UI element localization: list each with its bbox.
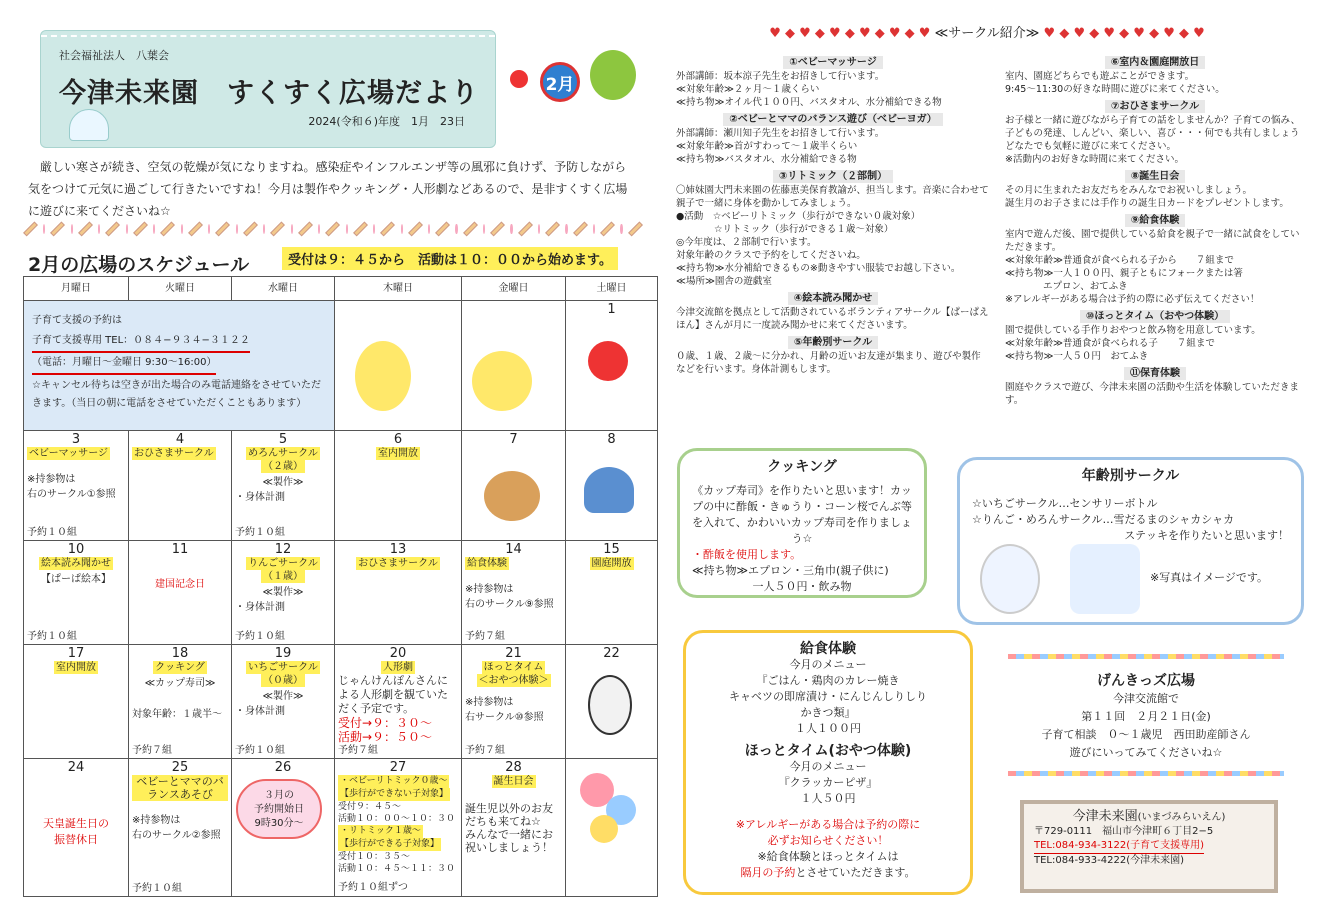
reservation-info bbox=[24, 301, 335, 431]
date-number: 8 bbox=[607, 432, 616, 447]
date-number: 20 bbox=[389, 646, 407, 661]
info-cancel: ☆キャンセル待ちは空きが出た場合のみ電話連絡をさせていただきます。（当日の朝に電話をさせていただくこともあります） bbox=[32, 380, 321, 409]
age-circle-box bbox=[957, 457, 1304, 625]
age-line: ☆りんご・めろんサークル…雪だるまのシャカシャカ bbox=[972, 513, 1235, 526]
hours-notice: 受付は９：４５から 活動は１０：００から始めます。 bbox=[282, 247, 618, 270]
plum-flower-icon bbox=[588, 341, 628, 381]
circle-text: 外部講師：坂本涼子先生をお招きして行います。 ≪対象年齢≫２ヶ月〜１歳くらい ≪持ち物≫オイル代１００円、バスタオル、水分補給できる物 bbox=[676, 71, 942, 108]
address-tel-support: TEL:084-934-3122(子育て支援専用) bbox=[1034, 839, 1204, 854]
weekday-header: 金曜日 bbox=[462, 277, 566, 301]
reservation-count: 予約１０組 bbox=[235, 745, 285, 756]
event-sub: （１歳） bbox=[263, 571, 303, 582]
heart-gift-icon bbox=[584, 467, 634, 513]
circle-text: 外部講師：瀬川知子先生をお招きして行います。 ≪対象年齢≫首がすわって〜１歳半くらい ≪持ち物≫バスタオル、水分補給できる物 bbox=[676, 128, 885, 165]
calendar-cell bbox=[129, 541, 232, 645]
meal-menu: キャベツの即席漬け・にんじんしりしり bbox=[729, 690, 927, 703]
chick-icon bbox=[472, 351, 532, 411]
date-number: 22 bbox=[603, 646, 620, 661]
date-number: 11 bbox=[171, 542, 189, 557]
calendar-cell bbox=[335, 645, 462, 759]
info-hours: （電話：月曜日〜金曜日 9:30〜16:00） bbox=[32, 353, 216, 375]
address-box bbox=[1020, 800, 1278, 893]
circle-heading: ⑧誕生日会 bbox=[1125, 170, 1185, 183]
reservation-start-cloud: ３月の 予約開始日 9時30分〜 bbox=[236, 779, 322, 839]
date-number: 18 bbox=[171, 646, 189, 661]
circle-heading: ③リトミック（２部制） bbox=[773, 170, 893, 183]
event-sub: 【歩行ができない子対象】 bbox=[340, 789, 449, 799]
circle-text: その月に生まれたお友だちをみんなでお祝いしましょう。 誕生月のお子さまには手作りの誕生日カードをプレゼントします。 bbox=[1005, 185, 1289, 209]
reservation-count: 予約１０組 bbox=[235, 631, 285, 642]
date-number: 19 bbox=[274, 646, 292, 661]
event-detail: ・身体計測 bbox=[235, 706, 285, 717]
event-time: 活動→９：５０〜 bbox=[338, 730, 433, 744]
snack-menu-label: 今月のメニュー bbox=[789, 760, 867, 773]
event-note: ※持参物は 右のサークル①参照 bbox=[27, 474, 116, 500]
date-number: 5 bbox=[278, 432, 288, 447]
event-note: ※持参物は 右のサークル⑨参照 bbox=[465, 584, 554, 610]
calendar-cell bbox=[232, 645, 335, 759]
event-note: ※持参物は 右のサークル②参照 bbox=[132, 815, 221, 841]
reservation-count: 予約１０組 bbox=[132, 883, 182, 894]
circle-heading: ⑥室内＆園庭開放日 bbox=[1105, 56, 1205, 69]
calendar-cell bbox=[24, 645, 129, 759]
event-label: クッキング bbox=[155, 662, 205, 673]
event-sub: ≪カップ寿司≫ bbox=[144, 678, 216, 689]
newsletter-title: 今津未来園 すくすく広場だより bbox=[59, 78, 479, 109]
calendar-cell bbox=[566, 431, 658, 541]
date-number: 28 bbox=[505, 760, 522, 775]
calendar-cell bbox=[566, 645, 658, 759]
event-label: いちごサークル bbox=[248, 662, 318, 673]
month-badge: 2月 bbox=[540, 62, 580, 102]
circle-heading: ⑤年齢別サークル bbox=[788, 336, 878, 349]
date-number: 4 bbox=[175, 432, 185, 447]
meal-experience-box bbox=[683, 630, 973, 895]
circle-text: ０歳、１歳、２歳〜に分かれ、月齢の近いお友達が集まり、遊びや製作などを行います。身体計測もします。 bbox=[676, 351, 981, 375]
heart-balloon-icon bbox=[590, 815, 618, 843]
org-name: 社会福祉法人 八葉会 bbox=[59, 49, 169, 62]
event-label: ほっとタイム bbox=[483, 662, 544, 673]
reservation-count: 予約７組 bbox=[132, 745, 172, 756]
event-label: 給食体験 bbox=[467, 558, 507, 569]
event-detail: ≪製作≫ bbox=[262, 477, 304, 488]
circle-heading: ⑩ほっとタイム（おやつ体験） bbox=[1080, 310, 1230, 323]
event-detail: 対象年齢：１歳半〜 bbox=[132, 709, 222, 720]
calendar-cell bbox=[129, 759, 232, 897]
booking-note: ※給食体験とほっとタイムは bbox=[757, 850, 899, 863]
calendar-cell bbox=[232, 541, 335, 645]
date-number: 25 bbox=[171, 760, 189, 775]
reservation-count: 予約１０組 bbox=[235, 527, 285, 538]
chick-oni-icon bbox=[355, 341, 411, 411]
date-number: 17 bbox=[67, 646, 85, 661]
calendar-cell bbox=[462, 541, 566, 645]
circle-list-right bbox=[1005, 52, 1305, 407]
circle-text: 〇姉妹園大門未来園の佐藤恵美保育教諭が、担当します。音楽に合わせて親子で一緒に身体を動かしてみましょう。 ●活動 ☆ベビーリトミック（歩行ができない０歳対象） ☆リトミック（歩行ができる１歳〜対象） ◎今年度は、２部制で行います。 対象年齢のクラスで予約をしてくださいね。 ≪持ち物≫水分補給できるもの※動きやすい服装でお越し下さい。 ≪場所≫園舎の遊戯室 bbox=[676, 185, 989, 287]
meal-price: １人１００円 bbox=[795, 722, 861, 735]
snake-mascot-icon bbox=[590, 50, 636, 100]
date-number: 10 bbox=[67, 542, 85, 557]
calendar-cell bbox=[129, 645, 232, 759]
event-detail: 誕生児以外のお友だちも来てね☆ みんなで一緒にお祝いしましょう！ bbox=[465, 802, 553, 854]
calendar-cell bbox=[335, 301, 462, 431]
calendar-cell bbox=[462, 301, 566, 431]
date-number: 3 bbox=[71, 432, 81, 447]
calendar-cell bbox=[462, 431, 566, 541]
calendar-cell bbox=[232, 431, 335, 541]
address-line: 〒729-0111 福山市今津町６丁目2−5 bbox=[1034, 826, 1214, 837]
event-label: ベビーマッサージ bbox=[29, 448, 108, 459]
event-time: 受付１０：３５〜 bbox=[338, 852, 411, 862]
address-tel-main: TEL:084-933-4222(今津未来園) bbox=[1034, 855, 1185, 866]
calendar-cell bbox=[335, 759, 462, 897]
date-number: 6 bbox=[393, 432, 403, 447]
weekday-header: 水曜日 bbox=[232, 277, 335, 301]
circle-section-title: ♥ ◆ ♥ ◆ ♥ ◆ ♥ ◆ ♥ ◆ ♥ ≪サークル紹介≫ ♥ ◆ ♥ ◆ ♥ ◆ ♥ ◆ ♥ ◆ ♥ bbox=[769, 26, 1205, 41]
snowman-icon bbox=[980, 544, 1040, 614]
date-number: 1 bbox=[607, 302, 616, 317]
plum-flower-icon bbox=[510, 70, 528, 88]
circle-heading: ④絵本読み聞かせ bbox=[788, 292, 878, 305]
circle-list-left bbox=[676, 52, 990, 376]
info-tel: 子育て支援専用 TEL：０８４−９３４−３１２２ bbox=[32, 331, 250, 353]
calendar-cell bbox=[462, 645, 566, 759]
event-sub: 【歩行ができる子対象】 bbox=[340, 839, 440, 849]
reservation-count: 予約７組 bbox=[338, 745, 378, 756]
circle-text: 室内、園庭どちらでも遊ぶことができます。 9:45〜11:30の好きな時間に遊びに来てください。 bbox=[1005, 71, 1225, 95]
genki-line: 今津交流館で bbox=[1113, 692, 1179, 705]
date-number: 24 bbox=[67, 760, 85, 775]
date-number: 12 bbox=[274, 542, 292, 557]
circle-text: 室内で遊んだ後、園で提供している給食を親子で一緒に試食をしていただきます。 ≪対象年齢≫普通食が食べられる子から ７組まで ≪持ち物≫一人１００円、親子ともにフォークまたは箸 エプロン、おてふき ※アレルギーがある場合は予約の際に必ず伝えてください！ bbox=[1005, 229, 1300, 305]
reservation-count: 予約７組 bbox=[465, 631, 505, 642]
event-detail: ・身体計測 bbox=[235, 602, 285, 613]
date-number: 15 bbox=[603, 542, 620, 557]
event-label: ベビーとママのバランスあそび bbox=[132, 775, 228, 801]
date-number: 13 bbox=[389, 542, 407, 557]
cooking-title: クッキング bbox=[767, 459, 837, 475]
mixing-bowl-icon bbox=[484, 471, 540, 521]
circle-heading: ⑦おひさまサークル bbox=[1105, 100, 1205, 113]
date-number: 27 bbox=[389, 760, 407, 775]
header-dotted-border bbox=[41, 35, 495, 37]
genki-title: げんきっズ広場 bbox=[1097, 673, 1195, 689]
event-label: 絵本読み聞かせ bbox=[41, 558, 111, 569]
date-number: 21 bbox=[505, 646, 522, 661]
event-label: りんごサークル bbox=[248, 558, 318, 569]
calendar-cell bbox=[462, 759, 566, 897]
reservation-count: 予約１０組 bbox=[27, 631, 77, 642]
calendar-cell bbox=[566, 301, 658, 431]
event-sub: ＜おやつ体験＞ bbox=[478, 675, 549, 686]
cooking-box bbox=[677, 448, 927, 598]
reservation-count: 予約１０組 bbox=[27, 527, 77, 538]
event-time: 受付９：４５〜 bbox=[338, 802, 402, 812]
sensory-bottle-photo bbox=[1070, 544, 1140, 614]
age-circle-title: 年齢別サークル bbox=[1081, 468, 1180, 484]
booking-note: 隔月の予約とさせていただきます。 bbox=[740, 866, 916, 879]
snow-globe-icon bbox=[69, 109, 109, 141]
circle-text: 園で提供している手作りおやつと飲み物を用意しています。 ≪対象年齢≫普通食が食べられる子 ７組まで ≪持ち物≫一人５０円 おてふき bbox=[1005, 325, 1261, 362]
calendar-cell bbox=[566, 759, 658, 897]
panda-icon bbox=[588, 675, 632, 735]
schedule-calendar bbox=[23, 276, 658, 897]
calendar-cell bbox=[129, 431, 232, 541]
calendar-cell bbox=[24, 759, 129, 897]
date-number: 14 bbox=[505, 542, 522, 557]
calendar-cell bbox=[24, 431, 129, 541]
event-time: 受付→９：３０〜 bbox=[338, 716, 433, 730]
cooking-items: ≪持ち物≫エプロン・三角巾(親子供に) bbox=[692, 564, 889, 577]
snack-menu: 『クラッカーピザ』 bbox=[778, 776, 878, 789]
calendar-cell bbox=[335, 541, 462, 645]
genki-line: 子育て相談 ０〜１歳児 西田助産師さん bbox=[1041, 728, 1251, 741]
info-line: 子育て支援の予約は bbox=[32, 315, 122, 326]
issue-date: 2024(令和６)年度 1月 23日 bbox=[308, 115, 465, 128]
event-note: ※持参物は 右サークル⑩参照 bbox=[465, 697, 544, 723]
event-time: 活動１０：４５〜１１：３０ bbox=[338, 864, 456, 874]
circle-heading: ①ベビーマッサージ bbox=[783, 56, 882, 69]
circle-text: 園庭やクラスで遊び、今津未来園の活動や生活を体験していただきます。 bbox=[1005, 382, 1299, 406]
event-sub: 【ぱーぱ絵本】 bbox=[41, 574, 111, 585]
age-line: ステッキを作りたいと思います！ bbox=[1124, 529, 1289, 542]
newsletter-header bbox=[40, 30, 496, 148]
event-label: 誕生日会 bbox=[493, 776, 534, 787]
reservation-count: 予約７組 bbox=[465, 745, 505, 756]
holiday-label: 天皇誕生日の 振替休日 bbox=[43, 817, 109, 846]
cooking-text: 《カップ寿司》を作りたいと思います！カップの中に酢飯・きゅうり・コーン桜でんぶ等を入れて、かわいいカップ寿司を作りましょう☆ bbox=[692, 484, 912, 545]
snack-title: ほっとタイム(おやつ体験) bbox=[744, 743, 912, 759]
genki-line: 遊びにいってみてくださいね☆ bbox=[1069, 746, 1223, 759]
event-label: 園庭開放 bbox=[591, 558, 632, 569]
circle-heading: ⑨給食体験 bbox=[1125, 214, 1185, 227]
cooking-price: 一人５０円・飲み物 bbox=[752, 580, 852, 593]
event-label: 人形劇 bbox=[383, 662, 413, 673]
age-line: ☆いちごサークル…センサリーボトル bbox=[972, 497, 1158, 510]
circle-heading: ⑪保育体験 bbox=[1124, 367, 1186, 380]
date-number: 26 bbox=[274, 760, 292, 775]
holiday-label: 建国記念日 bbox=[155, 579, 205, 590]
reservation-count: 予約１０組ずつ bbox=[338, 882, 408, 893]
event-detail: ≪製作≫ bbox=[262, 587, 304, 598]
allergy-note: ※アレルギーがある場合は予約の際に bbox=[735, 818, 921, 831]
event-detail: ≪製作≫ bbox=[262, 691, 304, 702]
decorative-garland bbox=[28, 218, 638, 240]
weekday-header: 火曜日 bbox=[129, 277, 232, 301]
meal-menu: 『ごはん・鶏肉のカレー焼き bbox=[756, 674, 900, 687]
weekday-header: 木曜日 bbox=[335, 277, 462, 301]
event-time: 活動１０：００〜１０：３０ bbox=[338, 814, 456, 824]
event-label: 室内開放 bbox=[56, 662, 96, 673]
genki-line: 第１１回 ２月２１日(金) bbox=[1081, 710, 1211, 723]
meal-title: 給食体験 bbox=[800, 641, 856, 657]
cooking-warning: ・酢飯を使用します。 bbox=[692, 548, 802, 561]
event-label: めろんサークル bbox=[248, 448, 318, 459]
event-label: ・リトミック１歳〜 bbox=[340, 826, 421, 836]
calendar-cell bbox=[232, 759, 335, 897]
event-detail: ・身体計測 bbox=[235, 492, 285, 503]
event-label: 室内開放 bbox=[378, 448, 418, 459]
circle-heading: ②ベビーとママのバランス遊び（ベビーヨガ） bbox=[723, 113, 942, 126]
event-label: ・ベビーリトミック０歳〜 bbox=[340, 776, 448, 786]
event-label: おひさまサークル bbox=[134, 448, 214, 459]
event-sub: （０歳） bbox=[263, 675, 303, 686]
intro-text: 厳しい寒さが続き、空気の乾燥が気になりますね。感染症やインフルエンザ等の風邪に負けず、予防しながら気をつけて元気に過ごして行きたいですね！今月は製作やクッキング・人形劇などあるので、是非すくすく広場に遊びに来てくださいね☆ bbox=[28, 160, 628, 218]
genki-kids-box bbox=[1004, 650, 1288, 780]
calendar-cell bbox=[566, 541, 658, 645]
calendar-cell bbox=[335, 431, 462, 541]
circle-text: お子様と一緒に遊びながら子育ての話をしませんか？子育ての悩み、子どもの発達、しんどい、楽しい、喜び・・・何でも共有しましょうどなたでも気軽に遊びに来てください。 ※活動内のお好きな時間に来てください。 bbox=[1005, 115, 1301, 165]
allergy-note: 必ずお知らせください！ bbox=[767, 834, 889, 847]
event-sub: （２歳） bbox=[263, 461, 303, 472]
event-detail: じゃんけんぽんさんによる人形劇を観ていただく予定です。 bbox=[338, 674, 448, 715]
snack-price: １人５０円 bbox=[800, 792, 856, 805]
address-name: 今津未来園(いまづみらいえん) bbox=[1072, 809, 1226, 824]
weekday-header: 土曜日 bbox=[566, 277, 658, 301]
calendar-cell bbox=[24, 541, 129, 645]
meal-menu: かきつ類』 bbox=[800, 706, 856, 719]
photo-note: ※写真はイメージです。 bbox=[1150, 571, 1269, 584]
event-label: おひさまサークル bbox=[358, 558, 438, 569]
date-number: 7 bbox=[509, 432, 518, 447]
meal-menu-label: 今月のメニュー bbox=[789, 658, 867, 671]
circle-text: 今津交流館を拠点として活動されているボランティアサークル【ぱーぱえほん】さんが月に一度読み聞かせに来てくださいます。 bbox=[676, 307, 989, 331]
weekday-header: 月曜日 bbox=[24, 277, 129, 301]
schedule-title: 2月の広場のスケジュール bbox=[28, 250, 249, 280]
